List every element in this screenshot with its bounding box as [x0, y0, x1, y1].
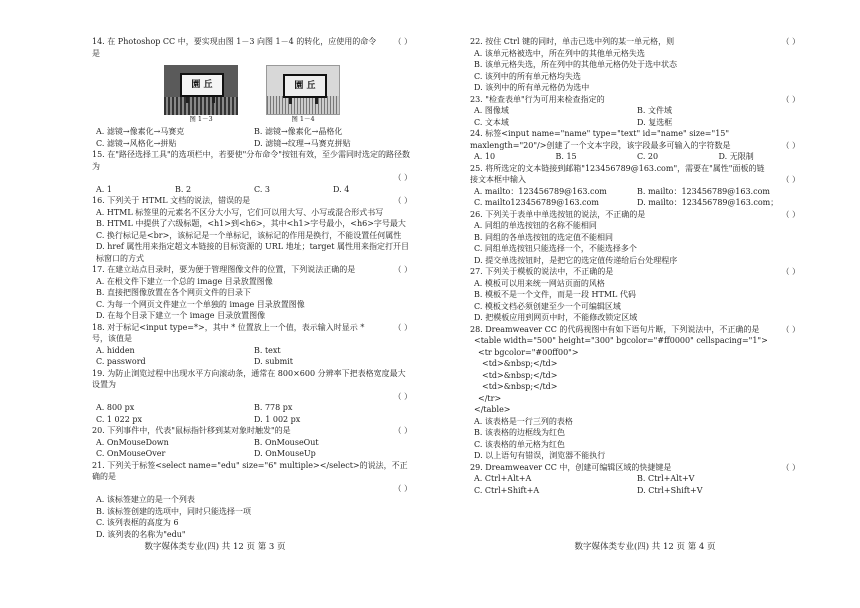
question-22 — [470, 36, 800, 94]
option-a: A. 10 — [474, 152, 496, 161]
answer-blank: （ ） — [393, 173, 412, 182]
option-c: C. password — [96, 357, 146, 366]
answer-blank: （ ） — [781, 209, 800, 219]
page-footer: 数字媒体类专业(四) 共 12 页 第 4 页 — [574, 542, 716, 552]
exam-page-4 — [430, 0, 860, 608]
question-text: 23. "检查表单"行为可用来检查指定的 — [470, 94, 605, 104]
question-20 — [92, 425, 412, 460]
option-c: C. Ctrl+Shift+A — [474, 485, 540, 495]
question-text: 28. Dreamweaver CC 的代码视图中有如下语句片断，下列说法中，不正确的是 — [470, 324, 760, 334]
option-b: B. 直接把图像放置在各个网页文件的目录下 — [96, 288, 251, 297]
option-a: A. 在根文件下建立一个总的 image 目录放置图像 — [96, 276, 273, 286]
sign-text: 園 丘 — [180, 73, 224, 97]
figure-row — [92, 65, 412, 124]
option-a: A. HTML 标签里的元素名不区分大小写，它们可以用大写、小写或混合形式书写 — [96, 207, 384, 217]
question-text: 18. 对于标记<input type=*>，其中 * 位置放上一个值，表示输入时显示 * 号，该值是 — [92, 322, 365, 343]
answer-blank: （ ） — [393, 426, 412, 435]
option-a: A. OnMouseDown — [96, 437, 169, 447]
answer-blank: （ ） — [393, 391, 412, 401]
question-text: 29. Dreamweaver CC 中，创建可编辑区域的快捷键是 — [470, 462, 672, 472]
option-b: B. Ctrl+Alt+V — [637, 474, 695, 483]
answer-blank: （ ） — [781, 140, 800, 150]
answer-blank: （ ） — [781, 37, 800, 46]
option-c: C. 该列表框的高度为 6 — [96, 518, 179, 527]
option-d: D. 4 — [333, 184, 350, 194]
figure-1-3 — [164, 65, 238, 124]
option-d: D. 1 002 px — [254, 414, 301, 424]
question-text: 16. 下列关于 HTML 文档的说法，错误的是 — [92, 196, 251, 205]
question-21 — [92, 460, 412, 541]
option-b: B. mailto：123456789@163.com — [637, 186, 770, 196]
option-d: D. OnMouseUp — [254, 449, 316, 458]
answer-blank: （ ） — [393, 196, 412, 205]
option-c: C. 同组单选按钮只能选择一个，不能选择多个 — [474, 244, 637, 253]
code-line: <td>&nbsp;</td> — [482, 370, 558, 380]
option-c: C. 模板文档必须创建至少一个可编辑区域 — [474, 301, 621, 311]
option-b: B. OnMouseOut — [254, 437, 319, 447]
option-d: D. 该列中的所有单元格仍为选中 — [474, 83, 590, 92]
question-text: 19. 为防止浏览过程中出现水平方向滚动条，通常在 800×600 分辨率下把表格宽度最大设置为 — [92, 368, 406, 389]
option-b: B. 15 — [555, 152, 577, 161]
question-text: 14. 在 Photoshop CC 中，要实现由图 1－3 向图 1－4 的转化，应使用的命令是 — [92, 37, 377, 58]
option-a: A. 该标签建立的是一个列表 — [96, 495, 195, 504]
question-text: 26. 下列关于表单中单选按钮的说法，不正确的是 — [470, 209, 646, 219]
option-d: D. 在每个目录下建立一个 image 目录放置图像 — [96, 311, 266, 320]
option-a: A. 图像域 — [474, 106, 509, 115]
option-b: B. 2 — [175, 184, 192, 194]
option-d: D. mailto：123456789@163.com； — [637, 198, 779, 207]
code-line: <tr bgcolor="#00ff00"> — [478, 347, 579, 357]
option-b: B. 该标签创建的选项中，同时只能选择一项 — [96, 506, 251, 516]
answer-blank: （ ） — [393, 483, 412, 493]
option-d: D. 把模板应用到网页中时，不能修改锁定区域 — [474, 313, 638, 322]
option-c: C. 为每一个网页文件建立一个单独的 image 目录放置图像 — [96, 299, 305, 309]
option-c: C. 该表格的单元格为红色 — [474, 439, 565, 449]
option-a: A. 模板可以用来统一网站页面的风格 — [474, 278, 605, 288]
question-24 — [470, 128, 800, 163]
answer-blank: （ ） — [393, 265, 412, 274]
option-d: D. 复选框 — [637, 117, 673, 127]
option-c: C. 3 — [254, 184, 271, 194]
code-line: <td>&nbsp;</td> — [482, 382, 558, 391]
option-b: B. HTML 中提供了六级标题，<h1>到<h6>，其中<h1>字号最小，<h6>字号最大 — [96, 219, 406, 228]
option-a: A. 该表格是一行三列的表格 — [474, 416, 573, 426]
question-18 — [92, 322, 412, 368]
option-c: C. mailto123456789@163.com — [474, 198, 599, 207]
question-text: 22. 按住 Ctrl 键的同时，单击已选中列的某一单元格，则 — [470, 37, 675, 46]
option-d: D. submit — [254, 357, 293, 366]
option-a: A. 800 px — [96, 403, 135, 412]
option-b: B. 文件域 — [637, 106, 672, 115]
question-19 — [92, 368, 412, 426]
question-26 — [470, 209, 800, 267]
option-d: D. 滤镜→纹理→马赛克拼贴 — [254, 138, 351, 148]
question-28 — [470, 324, 800, 462]
option-d: D. Ctrl+Shift+V — [637, 485, 703, 495]
option-d: D. 无限制 — [718, 152, 754, 161]
option-c: C. OnMouseOver — [96, 449, 166, 458]
answer-blank: （ ） — [781, 324, 800, 334]
figure-caption: 图 1－4 — [291, 115, 315, 123]
option-c: C. 换行标记是<br>，该标记是一个单标记，该标记的作用是换行，不能设置任何属性 — [96, 230, 402, 240]
code-snippet — [470, 335, 800, 416]
figure-1-4 — [266, 65, 340, 124]
option-c: C. 1 022 px — [96, 414, 142, 424]
option-a: A. mailto：123456789@163.com — [474, 186, 607, 196]
question-text: 24. 标签<input name="name" type="text" id="name" size="15" maxlength="20"/>创建了一个文本字段，该字段最多可输入的字符数是 — [470, 129, 731, 150]
option-b: B. 滤镜→像素化→晶格化 — [254, 127, 343, 136]
option-d: D. 该列表的名称为"edu" — [96, 529, 186, 539]
option-b: B. 778 px — [254, 403, 293, 412]
option-c: C. 该列中的所有单元格均失选 — [474, 71, 581, 81]
answer-blank: （ ） — [781, 267, 800, 276]
question-16 — [92, 195, 412, 264]
option-b: B. 模板不是一个文件，而是一段 HTML 代码 — [474, 290, 636, 299]
question-29 — [470, 462, 800, 497]
question-23 — [470, 94, 800, 129]
option-b: B. 同组的各单选按钮的选定值不能相同 — [474, 232, 613, 242]
question-15 — [92, 149, 412, 195]
option-b: B. 该表格的边框线为红色 — [474, 428, 565, 437]
question-text: 20. 下列事件中，代表"鼠标指针移到某对象时触发"的是 — [92, 426, 291, 435]
question-17 — [92, 264, 412, 322]
sign-text: 園 丘 — [283, 74, 327, 98]
question-text: 17. 在建立站点目录时，要为便于管理图像文件的位置，下列说法正确的是 — [92, 265, 356, 274]
question-text: 27. 下列关于模板的说法中，不正确的是 — [470, 267, 614, 276]
option-d: D. href 属性用来指定超文本链接的目标资源的 URL 地址；target 属性用来指定打开目标窗口的方式 — [96, 242, 410, 263]
option-d: D. 提交单选按钮时，是把它的选定值传递给后台处理程序 — [474, 255, 678, 265]
answer-blank: （ ） — [781, 175, 800, 184]
option-a: A. hidden — [96, 345, 135, 355]
question-25 — [470, 163, 800, 209]
photo-original — [164, 65, 238, 115]
code-line: <td>&nbsp;</td> — [482, 359, 558, 368]
option-a: A. 同组的单选按钮的名称不能相同 — [474, 221, 597, 230]
option-a: A. 1 — [96, 184, 112, 194]
option-b: B. text — [254, 345, 281, 355]
option-a: A. 滤镜→像素化→马赛克 — [96, 127, 185, 136]
option-c: C. 文本域 — [474, 117, 509, 127]
photo-filtered — [266, 65, 340, 115]
answer-blank: （ ） — [393, 322, 412, 332]
question-text: 25. 将所选定的文本链接到邮箱"123456789@163.com"，需要在"属性"面板的链接文本框中输入 — [470, 163, 765, 184]
answer-blank: （ ） — [393, 37, 412, 46]
option-d: D. 以上语句有错误，浏览器不能执行 — [474, 451, 606, 460]
option-a: A. 该单元格被选中，所在列中的其他单元格失选 — [474, 48, 645, 58]
question-text: 15. 在"路径选择工具"的选项栏中，若要使"分布命令"按钮有效，至少需同时选定的路径数为 — [92, 150, 410, 171]
question-27 — [470, 266, 800, 324]
figure-caption: 图 1－3 — [189, 115, 213, 123]
option-b: B. 该单元格失选，所在列中的其他单元格仍处于选中状态 — [474, 60, 677, 69]
question-14 — [92, 36, 412, 149]
answer-blank: （ ） — [781, 462, 800, 472]
page-footer: 数字媒体类专业(四) 共 12 页 第 3 页 — [144, 542, 286, 552]
question-text: 21. 下列关于标签<select name="edu" size="6" multiple></select>的说法，不正确的是 — [92, 460, 408, 481]
code-line: </tr> — [478, 393, 502, 403]
code-line: <table width="500" height="300" bgcolor="#ff0000" cellspacing="1"> — [474, 336, 768, 345]
option-c: C. 20 — [637, 152, 659, 161]
option-c: C. 滤镜→风格化→拼贴 — [96, 138, 177, 148]
code-line: </table> — [474, 405, 511, 414]
answer-blank: （ ） — [781, 94, 800, 104]
option-a: A. Ctrl+Alt+A — [474, 474, 532, 483]
